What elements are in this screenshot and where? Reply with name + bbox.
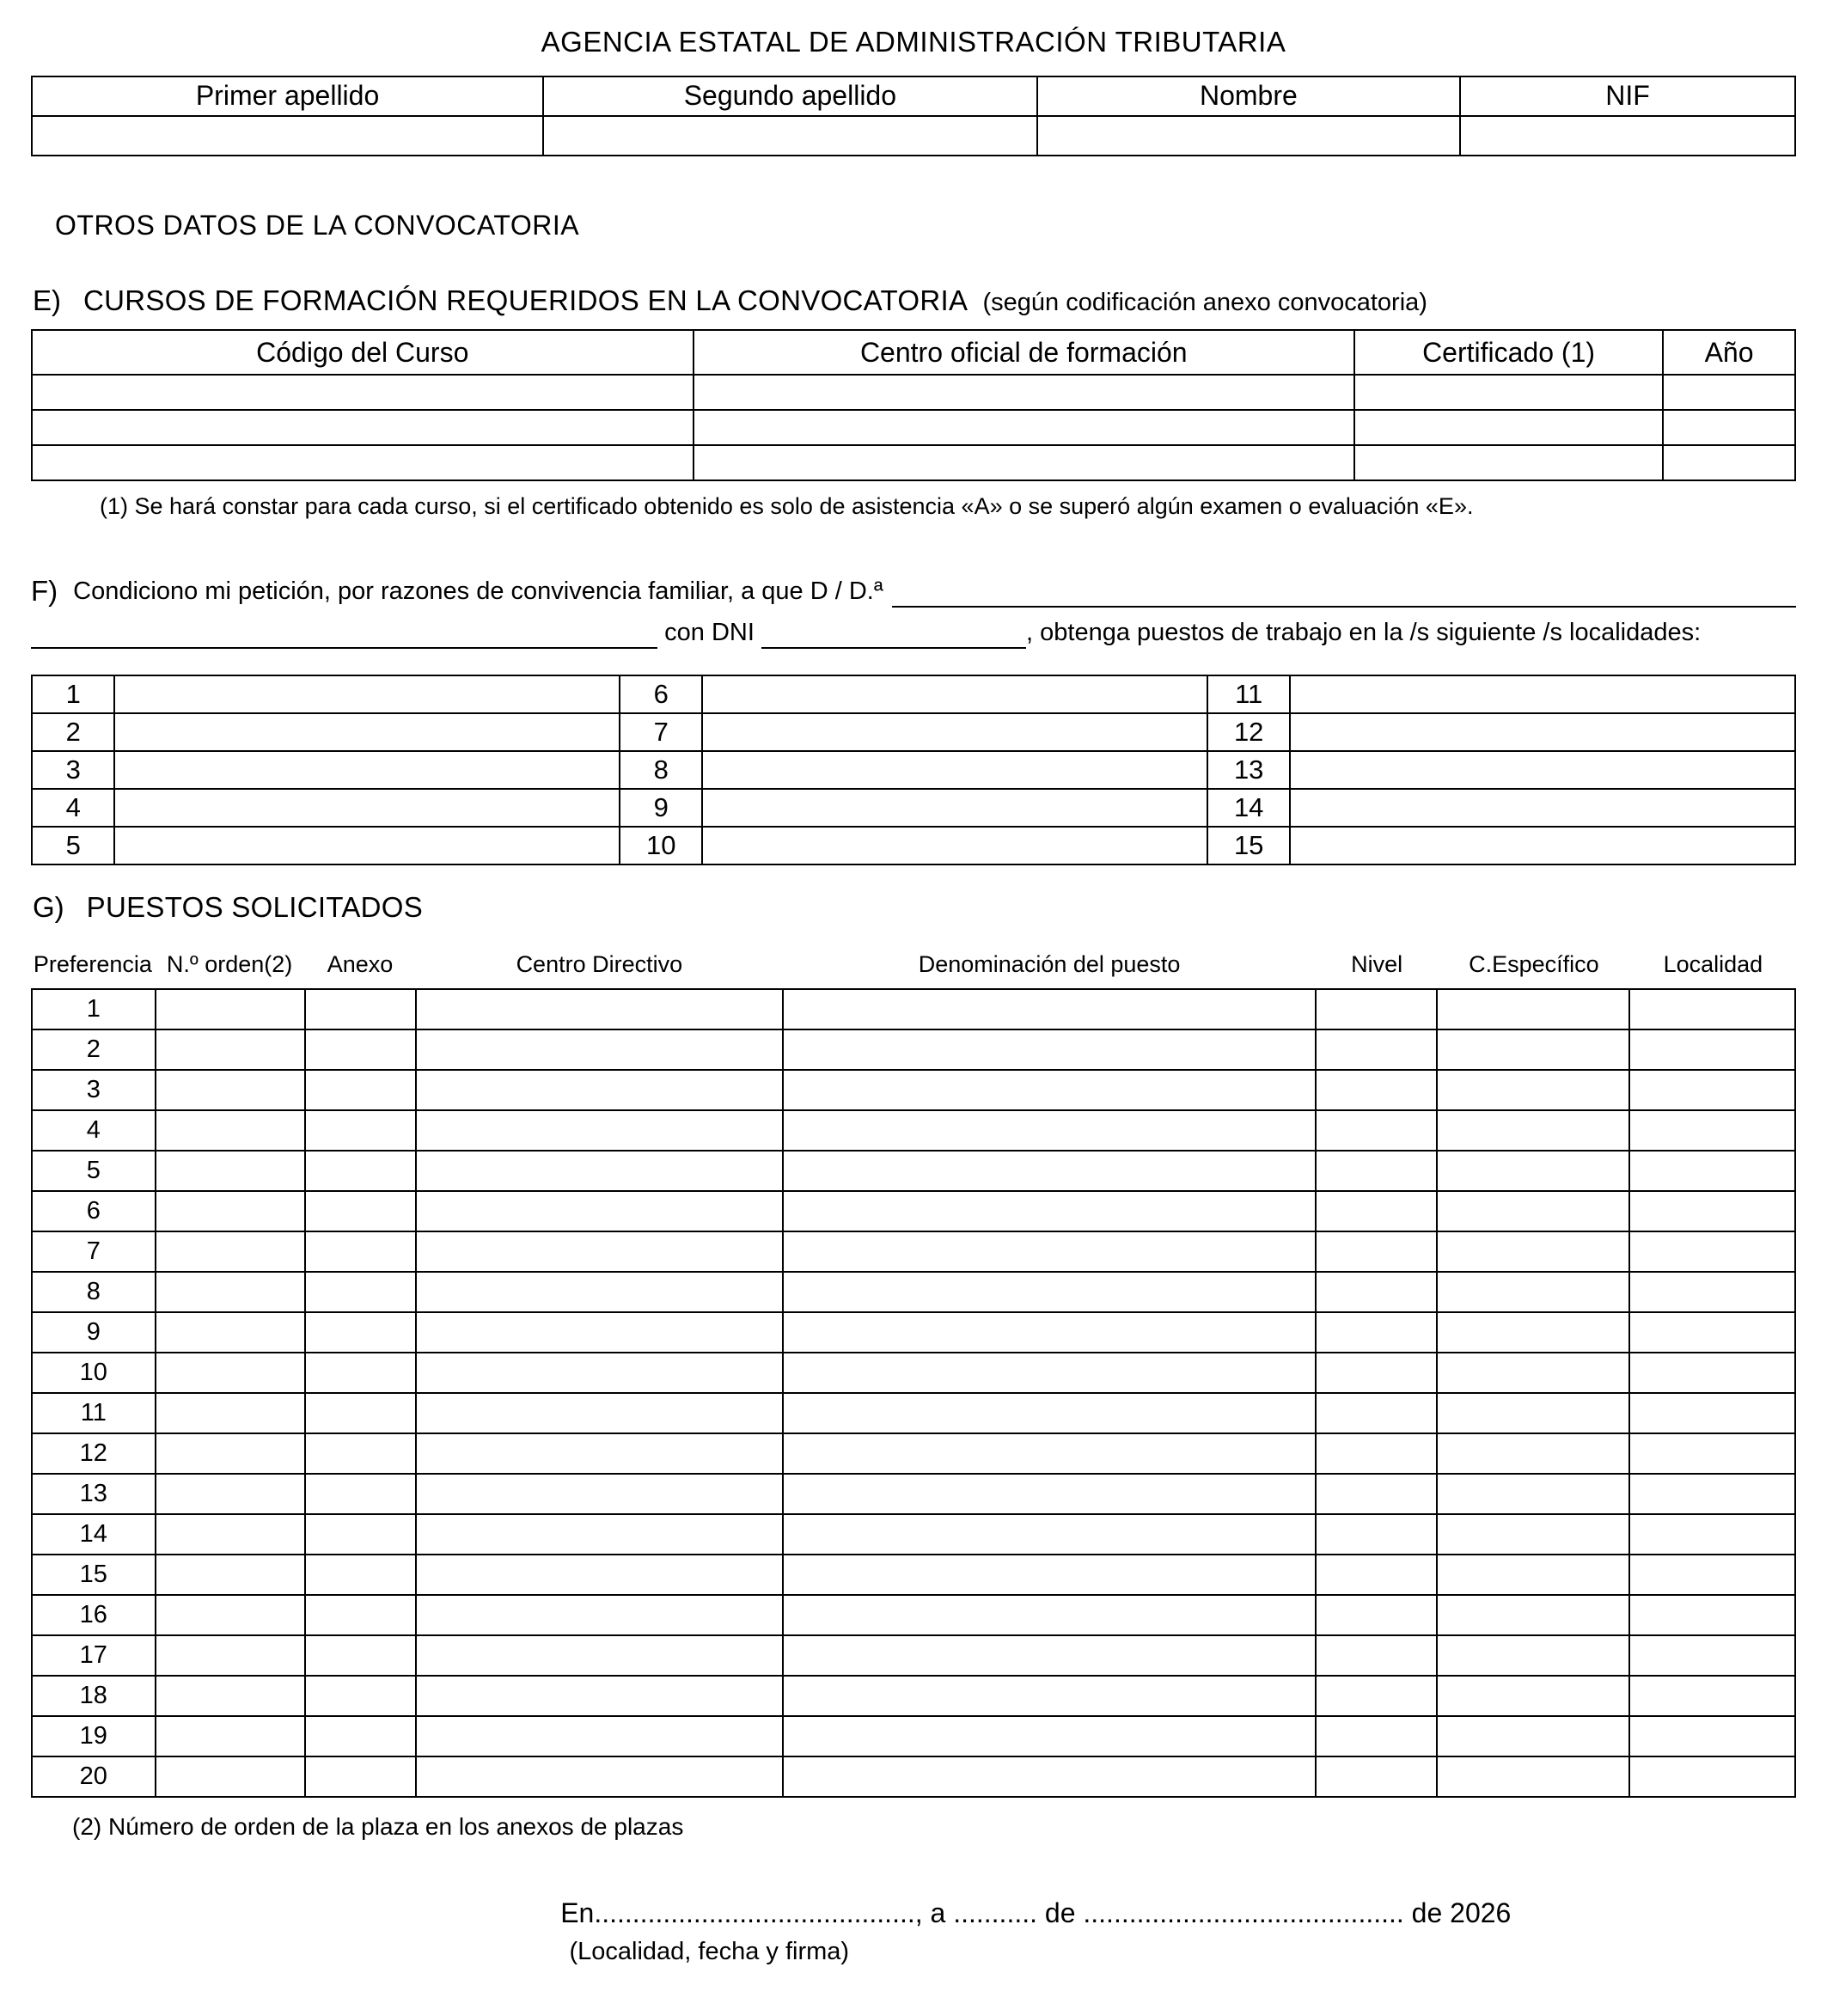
courses-field[interactable] bbox=[1663, 375, 1795, 410]
locality-field[interactable] bbox=[702, 827, 1207, 864]
puestos-col-header: Localidad bbox=[1663, 951, 1763, 977]
puestos-field[interactable] bbox=[156, 1353, 305, 1393]
section-f bbox=[31, 570, 1796, 649]
dni-label: con DNI bbox=[664, 619, 755, 646]
puestos-field[interactable] bbox=[1629, 1231, 1795, 1272]
puestos-field[interactable] bbox=[1437, 989, 1629, 1029]
courses-col-header: Año bbox=[1663, 330, 1795, 375]
locality-number: 3 bbox=[32, 751, 114, 789]
puestos-preference-number: 20 bbox=[32, 1756, 156, 1797]
courses-field[interactable] bbox=[694, 410, 1355, 445]
personal-header-row bbox=[32, 76, 1795, 116]
puestos-field[interactable] bbox=[1437, 1555, 1629, 1595]
puestos-field[interactable] bbox=[1629, 1716, 1795, 1756]
puestos-field[interactable] bbox=[1629, 1191, 1795, 1231]
puestos-field[interactable] bbox=[1316, 1474, 1438, 1514]
personal-field[interactable] bbox=[1037, 116, 1460, 156]
puestos-field[interactable] bbox=[156, 1272, 305, 1312]
otros-datos-heading: OTROS DATOS DE LA CONVOCATORIA bbox=[55, 210, 580, 241]
puestos-field[interactable] bbox=[1316, 1191, 1438, 1231]
courses-field[interactable] bbox=[32, 445, 694, 480]
locality-field[interactable] bbox=[702, 751, 1207, 789]
locality-field[interactable] bbox=[702, 713, 1207, 751]
puestos-field[interactable] bbox=[156, 1070, 305, 1110]
puestos-row bbox=[32, 1393, 1795, 1433]
puestos-field[interactable] bbox=[416, 1231, 783, 1272]
puestos-preference-number: 6 bbox=[32, 1191, 156, 1231]
puestos-field[interactable] bbox=[1629, 1635, 1795, 1676]
courses-col-header: Código del Curso bbox=[32, 330, 694, 375]
courses-field[interactable] bbox=[694, 445, 1355, 480]
puestos-row bbox=[32, 1555, 1795, 1595]
locality-row bbox=[32, 789, 1795, 827]
puestos-preference-number: 9 bbox=[32, 1312, 156, 1353]
courses-row bbox=[32, 375, 1795, 410]
puestos-field[interactable] bbox=[416, 1110, 783, 1151]
locality-number: 1 bbox=[32, 675, 114, 713]
locality-number: 14 bbox=[1207, 789, 1290, 827]
puestos-field[interactable] bbox=[305, 1070, 416, 1110]
courses-field[interactable] bbox=[1354, 410, 1663, 445]
section-e-title: CURSOS DE FORMACIÓN REQUERIDOS EN LA CONVOCATORIA bbox=[83, 284, 968, 316]
section-f-line-2 bbox=[31, 611, 1796, 649]
puestos-field[interactable] bbox=[1629, 1595, 1795, 1635]
personal-col-header: Nombre bbox=[1037, 76, 1460, 116]
locality-field[interactable] bbox=[702, 675, 1207, 713]
puestos-field[interactable] bbox=[1629, 1474, 1795, 1514]
puestos-row bbox=[32, 1272, 1795, 1312]
puestos-field[interactable] bbox=[783, 1716, 1316, 1756]
courses-field[interactable] bbox=[1663, 445, 1795, 480]
puestos-field[interactable] bbox=[156, 1474, 305, 1514]
locality-number: 10 bbox=[620, 827, 702, 864]
puestos-row bbox=[32, 1231, 1795, 1272]
puestos-field[interactable] bbox=[1437, 1433, 1629, 1474]
locality-field[interactable] bbox=[114, 789, 620, 827]
family-member-name-field[interactable] bbox=[892, 578, 1796, 608]
puestos-field[interactable] bbox=[305, 1231, 416, 1272]
section-f-line-1 bbox=[31, 570, 1796, 608]
personal-blank-row bbox=[32, 116, 1795, 156]
puestos-field[interactable] bbox=[156, 989, 305, 1029]
puestos-preference-number: 14 bbox=[32, 1514, 156, 1555]
courses-field[interactable] bbox=[32, 410, 694, 445]
puestos-field[interactable] bbox=[416, 1716, 783, 1756]
puestos-field[interactable] bbox=[416, 989, 783, 1029]
puestos-field[interactable] bbox=[416, 1312, 783, 1353]
puestos-row bbox=[32, 1110, 1795, 1151]
locality-field[interactable] bbox=[114, 675, 620, 713]
puestos-field[interactable] bbox=[156, 1110, 305, 1151]
locality-number: 2 bbox=[32, 713, 114, 751]
puestos-field[interactable] bbox=[305, 1474, 416, 1514]
puestos-preference-number: 1 bbox=[32, 989, 156, 1029]
section-g-title: PUESTOS SOLICITADOS bbox=[86, 891, 424, 923]
puestos-field[interactable] bbox=[156, 1555, 305, 1595]
puestos-field[interactable] bbox=[1316, 1393, 1438, 1433]
puestos-col-header: Centro Directivo bbox=[516, 951, 683, 977]
courses-footnote: (1) Se hará constar para cada curso, si el certificado obtenido es solo de asistencia «A» o se superó algún examen o evaluación «E». bbox=[100, 493, 1474, 519]
puestos-field[interactable] bbox=[156, 1191, 305, 1231]
puestos-field[interactable] bbox=[156, 1151, 305, 1191]
puestos-preference-number: 7 bbox=[32, 1231, 156, 1272]
puestos-field[interactable] bbox=[416, 1353, 783, 1393]
puestos-field[interactable] bbox=[305, 1716, 416, 1756]
puestos-field[interactable] bbox=[305, 1635, 416, 1676]
puestos-preference-number: 11 bbox=[32, 1393, 156, 1433]
puestos-preference-number: 8 bbox=[32, 1272, 156, 1312]
puestos-field[interactable] bbox=[783, 1433, 1316, 1474]
puestos-row bbox=[32, 1191, 1795, 1231]
puestos-field[interactable] bbox=[1316, 989, 1438, 1029]
localities-intro-text: , obtenga puestos de trabajo en la /s siguiente /s localidades: bbox=[1026, 619, 1702, 646]
puestos-field[interactable] bbox=[783, 1595, 1316, 1635]
puestos-row bbox=[32, 1353, 1795, 1393]
locality-row bbox=[32, 713, 1795, 751]
locality-field[interactable] bbox=[1290, 827, 1795, 864]
puestos-field[interactable] bbox=[305, 1756, 416, 1797]
puestos-field[interactable] bbox=[305, 1353, 416, 1393]
puestos-field[interactable] bbox=[1316, 1676, 1438, 1716]
puestos-field[interactable] bbox=[783, 1191, 1316, 1231]
puestos-field[interactable] bbox=[1437, 1070, 1629, 1110]
puestos-field[interactable] bbox=[783, 1110, 1316, 1151]
puestos-field[interactable] bbox=[783, 1272, 1316, 1312]
puestos-field[interactable] bbox=[156, 1029, 305, 1070]
courses-header-row bbox=[32, 330, 1795, 375]
puestos-field[interactable] bbox=[783, 1393, 1316, 1433]
locality-number: 13 bbox=[1207, 751, 1290, 789]
puestos-field[interactable] bbox=[783, 1070, 1316, 1110]
puestos-field[interactable] bbox=[305, 1595, 416, 1635]
locality-number: 5 bbox=[32, 827, 114, 864]
puestos-field[interactable] bbox=[1629, 1070, 1795, 1110]
puestos-field[interactable] bbox=[416, 1433, 783, 1474]
puestos-field[interactable] bbox=[305, 1393, 416, 1433]
courses-field[interactable] bbox=[32, 375, 694, 410]
courses-table bbox=[31, 329, 1796, 481]
puestos-field[interactable] bbox=[416, 1272, 783, 1312]
puestos-field[interactable] bbox=[1437, 1110, 1629, 1151]
courses-row bbox=[32, 410, 1795, 445]
courses-field[interactable] bbox=[694, 375, 1355, 410]
puestos-field[interactable] bbox=[156, 1716, 305, 1756]
puestos-field[interactable] bbox=[783, 1029, 1316, 1070]
puestos-field[interactable] bbox=[783, 1353, 1316, 1393]
puestos-field[interactable] bbox=[1437, 1029, 1629, 1070]
puestos-row bbox=[32, 1635, 1795, 1676]
puestos-row bbox=[32, 1312, 1795, 1353]
puestos-field[interactable] bbox=[1629, 1756, 1795, 1797]
puestos-col-header: N.º orden(2) bbox=[166, 951, 293, 977]
puestos-field[interactable] bbox=[156, 1312, 305, 1353]
puestos-preference-number: 3 bbox=[32, 1070, 156, 1110]
section-e-letter: E) bbox=[33, 284, 61, 316]
courses-row bbox=[32, 445, 1795, 480]
puestos-field[interactable] bbox=[783, 1312, 1316, 1353]
puestos-field[interactable] bbox=[1437, 1514, 1629, 1555]
date-place-line: En.........................................., a ........... de .......................................... de 2026 bbox=[560, 1897, 1512, 1928]
locality-field[interactable] bbox=[1290, 789, 1795, 827]
section-g-letter: G) bbox=[33, 891, 64, 923]
localities-table bbox=[31, 675, 1796, 865]
puestos-field[interactable] bbox=[1629, 1151, 1795, 1191]
puestos-field[interactable] bbox=[1437, 1756, 1629, 1797]
puestos-col-header: Denominación del puesto bbox=[918, 951, 1181, 977]
puestos-field[interactable] bbox=[1316, 1272, 1438, 1312]
puestos-row bbox=[32, 1151, 1795, 1191]
puestos-field[interactable] bbox=[416, 1191, 783, 1231]
puestos-preference-number: 16 bbox=[32, 1595, 156, 1635]
personal-col-header: Segundo apellido bbox=[543, 76, 1037, 116]
personal-col-header: NIF bbox=[1460, 76, 1795, 116]
puestos-field[interactable] bbox=[783, 1756, 1316, 1797]
puestos-field[interactable] bbox=[416, 1514, 783, 1555]
puestos-field[interactable] bbox=[416, 1151, 783, 1191]
personal-field[interactable] bbox=[32, 116, 543, 156]
puestos-preference-number: 10 bbox=[32, 1353, 156, 1393]
puestos-field[interactable] bbox=[305, 1514, 416, 1555]
personal-data-table bbox=[31, 76, 1796, 156]
puestos-field[interactable] bbox=[305, 1151, 416, 1191]
puestos-field[interactable] bbox=[1629, 1676, 1795, 1716]
section-f-letter: F) bbox=[31, 575, 58, 607]
puestos-row bbox=[32, 1474, 1795, 1514]
puestos-field[interactable] bbox=[1437, 1635, 1629, 1676]
locality-number: 8 bbox=[620, 751, 702, 789]
puestos-col-header: C.Específico bbox=[1469, 951, 1599, 977]
puestos-field[interactable] bbox=[1316, 1433, 1438, 1474]
puestos-field[interactable] bbox=[1629, 1029, 1795, 1070]
puestos-field[interactable] bbox=[1629, 1312, 1795, 1353]
puestos-col-header: Nivel bbox=[1351, 951, 1403, 977]
puestos-field[interactable] bbox=[416, 1029, 783, 1070]
puestos-preference-number: 18 bbox=[32, 1676, 156, 1716]
puestos-field[interactable] bbox=[156, 1231, 305, 1272]
puestos-field[interactable] bbox=[1316, 1555, 1438, 1595]
locality-row bbox=[32, 675, 1795, 713]
puestos-preference-number: 17 bbox=[32, 1635, 156, 1676]
puestos-field[interactable] bbox=[783, 1474, 1316, 1514]
puestos-preference-number: 15 bbox=[32, 1555, 156, 1595]
puestos-field[interactable] bbox=[1437, 1676, 1629, 1716]
puestos-field[interactable] bbox=[1437, 1272, 1629, 1312]
locality-field[interactable] bbox=[114, 751, 620, 789]
locality-number: 9 bbox=[620, 789, 702, 827]
puestos-field[interactable] bbox=[1437, 1312, 1629, 1353]
locality-number: 11 bbox=[1207, 675, 1290, 713]
section-g-heading bbox=[33, 891, 1796, 924]
signature-note: (Localidad, fecha y firma) bbox=[569, 1938, 850, 1965]
locality-number: 4 bbox=[32, 789, 114, 827]
puestos-field[interactable] bbox=[305, 1029, 416, 1070]
dni-field[interactable] bbox=[761, 620, 1026, 649]
puestos-field[interactable] bbox=[1316, 1151, 1438, 1191]
courses-col-header: Centro oficial de formación bbox=[694, 330, 1355, 375]
locality-field[interactable] bbox=[702, 789, 1207, 827]
puestos-field[interactable] bbox=[1316, 1312, 1438, 1353]
puestos-row bbox=[32, 1433, 1795, 1474]
puestos-field[interactable] bbox=[1629, 1353, 1795, 1393]
puestos-field[interactable] bbox=[156, 1756, 305, 1797]
puestos-field[interactable] bbox=[305, 1676, 416, 1716]
puestos-field[interactable] bbox=[1437, 1151, 1629, 1191]
puestos-field[interactable] bbox=[305, 1110, 416, 1151]
puestos-field[interactable] bbox=[305, 1312, 416, 1353]
puestos-field[interactable] bbox=[416, 1393, 783, 1433]
puestos-field[interactable] bbox=[1316, 1514, 1438, 1555]
locality-field[interactable] bbox=[1290, 713, 1795, 751]
puestos-field[interactable] bbox=[305, 1272, 416, 1312]
puestos-row bbox=[32, 1595, 1795, 1635]
puestos-preference-number: 2 bbox=[32, 1029, 156, 1070]
puestos-field[interactable] bbox=[1629, 1393, 1795, 1433]
puestos-row bbox=[32, 1029, 1795, 1070]
puestos-field[interactable] bbox=[416, 1595, 783, 1635]
locality-number: 15 bbox=[1207, 827, 1290, 864]
puestos-field[interactable] bbox=[416, 1676, 783, 1716]
puestos-preference-number: 12 bbox=[32, 1433, 156, 1474]
puestos-field[interactable] bbox=[416, 1756, 783, 1797]
puestos-field[interactable] bbox=[1437, 1716, 1629, 1756]
courses-field[interactable] bbox=[1663, 410, 1795, 445]
locality-field[interactable] bbox=[114, 827, 620, 864]
puestos-table bbox=[31, 988, 1796, 1798]
puestos-column-headers bbox=[31, 951, 1796, 978]
puestos-row bbox=[32, 1514, 1795, 1555]
puestos-row bbox=[32, 989, 1795, 1029]
puestos-field[interactable] bbox=[1316, 1110, 1438, 1151]
puestos-field[interactable] bbox=[1629, 1110, 1795, 1151]
section-f-text: Condiciono mi petición, por razones de convivencia familiar, a que D / D.ª bbox=[73, 577, 883, 605]
puestos-field[interactable] bbox=[1316, 1756, 1438, 1797]
puestos-field[interactable] bbox=[1437, 1353, 1629, 1393]
puestos-field[interactable] bbox=[305, 1555, 416, 1595]
personal-field[interactable] bbox=[543, 116, 1037, 156]
puestos-preference-number: 4 bbox=[32, 1110, 156, 1151]
puestos-field[interactable] bbox=[416, 1635, 783, 1676]
puestos-row bbox=[32, 1756, 1795, 1797]
locality-field[interactable] bbox=[114, 713, 620, 751]
puestos-field[interactable] bbox=[416, 1070, 783, 1110]
puestos-field[interactable] bbox=[156, 1676, 305, 1716]
puestos-field[interactable] bbox=[156, 1433, 305, 1474]
puestos-field[interactable] bbox=[1629, 1433, 1795, 1474]
puestos-row bbox=[32, 1676, 1795, 1716]
locality-number: 6 bbox=[620, 675, 702, 713]
puestos-field[interactable] bbox=[1437, 1474, 1629, 1514]
puestos-field[interactable] bbox=[1316, 1070, 1438, 1110]
puestos-field[interactable] bbox=[783, 1635, 1316, 1676]
puestos-field[interactable] bbox=[1316, 1635, 1438, 1676]
locality-row bbox=[32, 827, 1795, 864]
puestos-col-header: Anexo bbox=[327, 951, 394, 977]
puestos-field[interactable] bbox=[305, 1191, 416, 1231]
puestos-field[interactable] bbox=[783, 1151, 1316, 1191]
locality-field[interactable] bbox=[1290, 751, 1795, 789]
puestos-field[interactable] bbox=[156, 1393, 305, 1433]
puestos-field[interactable] bbox=[1437, 1191, 1629, 1231]
section-e-subtitle: (según codificación anexo convocatoria) bbox=[982, 289, 1427, 316]
puestos-footnote: (2) Número de orden de la plaza en los anexos de plazas bbox=[72, 1813, 684, 1840]
puestos-field[interactable] bbox=[156, 1514, 305, 1555]
puestos-field[interactable] bbox=[1629, 989, 1795, 1029]
puestos-field[interactable] bbox=[783, 989, 1316, 1029]
puestos-col-header: Preferencia bbox=[33, 951, 152, 977]
courses-field[interactable] bbox=[1354, 375, 1663, 410]
puestos-field[interactable] bbox=[783, 1231, 1316, 1272]
puestos-preference-number: 19 bbox=[32, 1716, 156, 1756]
puestos-row bbox=[32, 1716, 1795, 1756]
puestos-row bbox=[32, 1070, 1795, 1110]
courses-col-header: Certificado (1) bbox=[1354, 330, 1663, 375]
puestos-field[interactable] bbox=[1316, 1029, 1438, 1070]
puestos-field[interactable] bbox=[416, 1474, 783, 1514]
locality-row bbox=[32, 751, 1795, 789]
puestos-field[interactable] bbox=[1316, 1231, 1438, 1272]
locality-field[interactable] bbox=[1290, 675, 1795, 713]
puestos-field[interactable] bbox=[1629, 1272, 1795, 1312]
puestos-field[interactable] bbox=[1437, 1231, 1629, 1272]
family-member-name-field-cont[interactable] bbox=[31, 620, 657, 649]
puestos-field[interactable] bbox=[1316, 1716, 1438, 1756]
puestos-field[interactable] bbox=[416, 1555, 783, 1595]
puestos-field[interactable] bbox=[783, 1514, 1316, 1555]
puestos-field[interactable] bbox=[305, 1433, 416, 1474]
form-title: AGENCIA ESTATAL DE ADMINISTRACIÓN TRIBUTARIA bbox=[541, 26, 1286, 58]
puestos-field[interactable] bbox=[1437, 1595, 1629, 1635]
puestos-field[interactable] bbox=[156, 1635, 305, 1676]
puestos-field[interactable] bbox=[1437, 1393, 1629, 1433]
puestos-preference-number: 13 bbox=[32, 1474, 156, 1514]
personal-field[interactable] bbox=[1460, 116, 1795, 156]
puestos-field[interactable] bbox=[1316, 1353, 1438, 1393]
puestos-field[interactable] bbox=[305, 989, 416, 1029]
puestos-field[interactable] bbox=[783, 1676, 1316, 1716]
puestos-field[interactable] bbox=[1316, 1595, 1438, 1635]
puestos-field[interactable] bbox=[1629, 1514, 1795, 1555]
puestos-preference-number: 5 bbox=[32, 1151, 156, 1191]
courses-field[interactable] bbox=[1354, 445, 1663, 480]
puestos-field[interactable] bbox=[156, 1595, 305, 1635]
puestos-field[interactable] bbox=[783, 1555, 1316, 1595]
locality-number: 7 bbox=[620, 713, 702, 751]
personal-col-header: Primer apellido bbox=[32, 76, 543, 116]
locality-number: 12 bbox=[1207, 713, 1290, 751]
puestos-field[interactable] bbox=[1629, 1555, 1795, 1595]
section-e-heading bbox=[33, 284, 1796, 317]
